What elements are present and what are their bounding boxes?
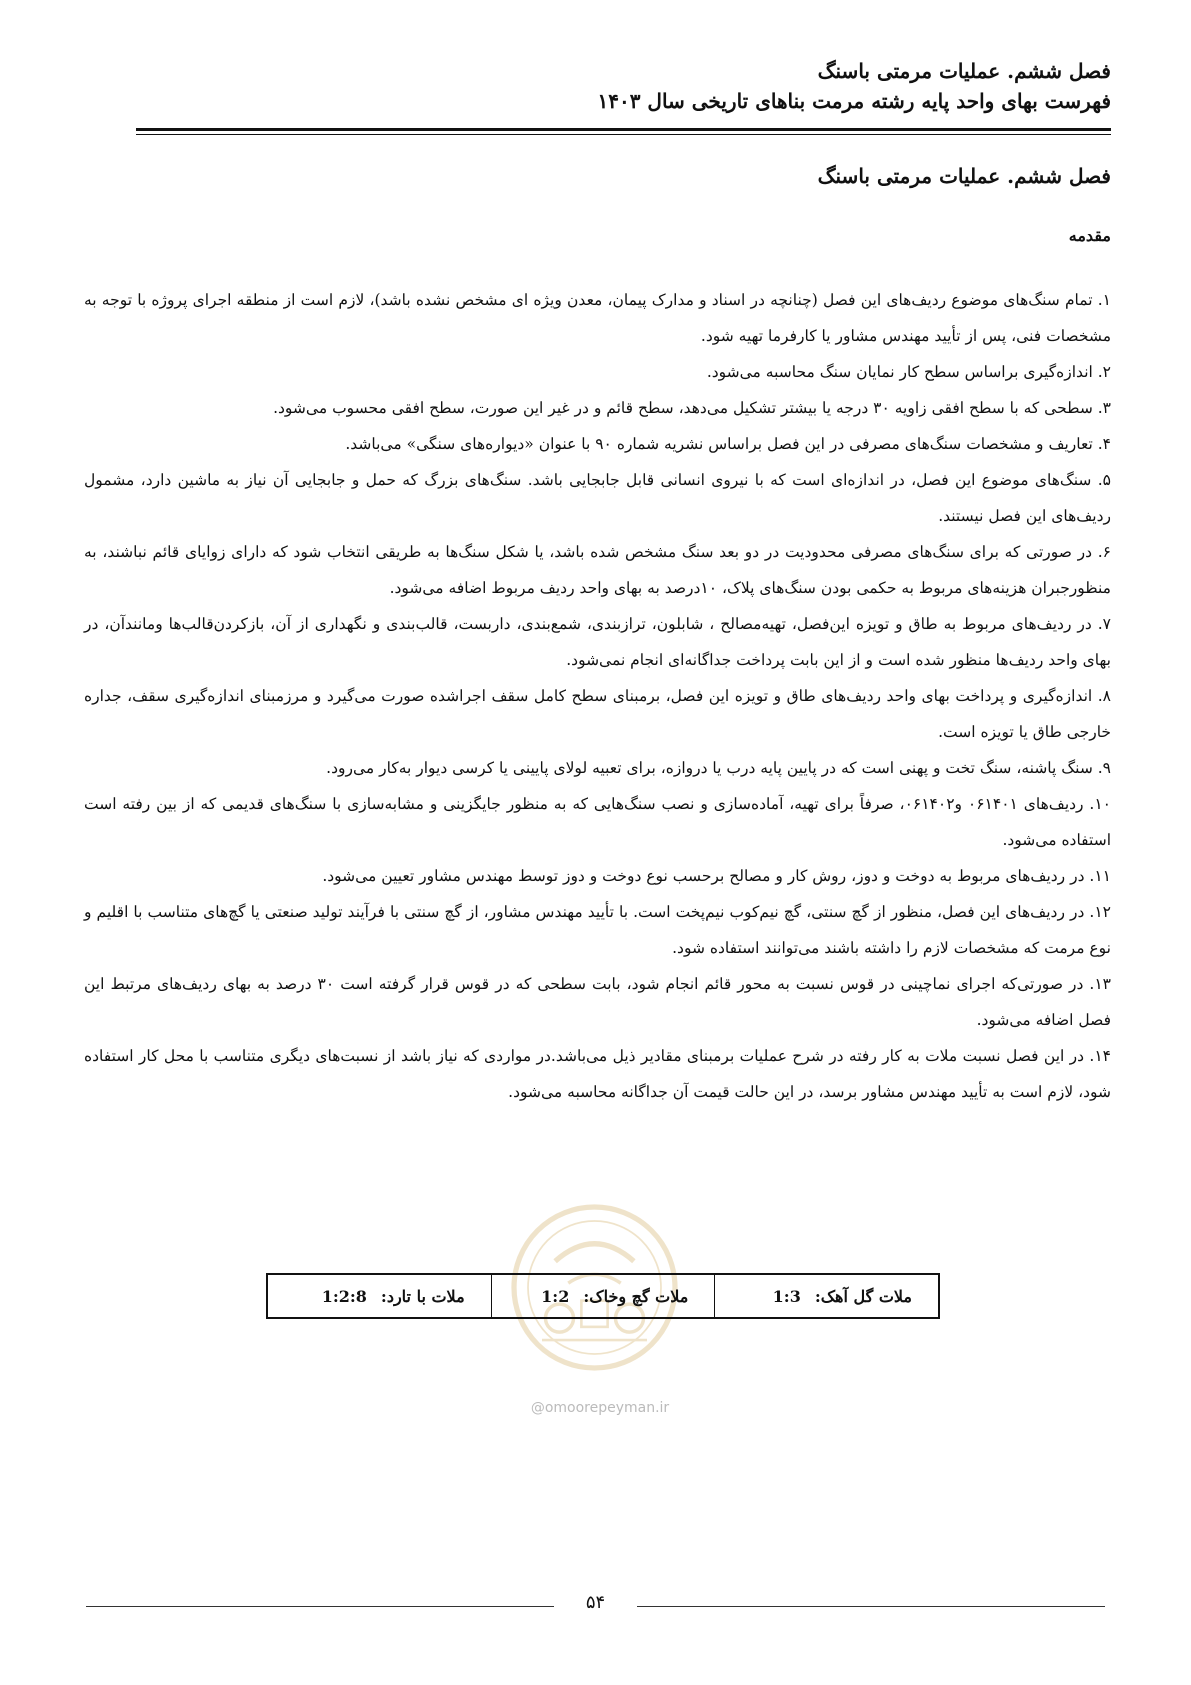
paragraph-12: ۱۲. در ردیف‌های این فصل، منظور از گچ سنتی، گچ نیم‌کوب نیم‌پخت است. با تأیید مهندس مشاور، از گچ سنتی با فرآیند تولید صنعتی یا گچ‌های متناسب با اقلیم و نوع مرمت که مشخصات لازم را داشته باشند می‌توانند استفاده شود. [84, 903, 1111, 957]
header-rule-thin [136, 134, 1111, 135]
header-chapter-line: فصل ششم. عملیات مرمتی باسنگ [817, 59, 1111, 83]
page-number: ۵۴ [585, 1592, 606, 1613]
paragraph-6: ۶. در صورتی که برای سنگ‌های مصرفی محدودیت در دو بعد سنگ مشخص شده باشد، یا شکل سنگ‌ها به طریقی انتخاب شود که دارای زوایای قائم نباشند، به منظورجبران هزینه‌های مربوط به حکمی بودن سنگ‌های پلاک، ۱۰درصد به بهای واحد ردیف مربوط اضافه می‌شود. [84, 543, 1111, 597]
mortar-label: ملات گل آهک: [814, 1286, 912, 1306]
mortar-ratio: 1:3 [772, 1286, 801, 1306]
paragraph-1: ۱. تمام سنگ‌های موضوع ردیف‌های این فصل (چنانچه در اسناد و مدارک پیمان، معدن ویژه ای مشخص نشده باشد)، لازم است از منطقه اجرای پروژه با توجه به مشخصات فنی، پس از تأیید مهندس مشاور یا کارفرما تهیه شود. [84, 291, 1111, 345]
footer-rule-left [86, 1606, 554, 1607]
paragraph-10: ۱۰. ردیف‌های ۰۶۱۴۰۱ و۰۶۱۴۰۲، صرفاً برای تهیه، آماده‌سازی و نصب سنگ‌هایی که به منظور جایگزینی و مشابه‌سازی با سنگ‌های قدیمی که از بین رفته است استفاده می‌شود. [84, 795, 1111, 849]
intro-heading: مقدمه [1068, 226, 1111, 245]
paragraph-8: ۸. اندازه‌گیری و پرداخت بهای واحد ردیف‌های طاق و تویزه این فصل، برمبنای سطح کامل سقف اجراشده صورت می‌گیرد و مرزمبنای اندازه‌گیری سقف، جداره خارجی طاق یا تویزه است. [84, 687, 1111, 741]
paragraph-4: ۴. تعاریف و مشخصات سنگ‌های مصرفی در این فصل براساس نشریه شماره ۹۰ با عنوان «دیواره‌های سنگی» می‌باشد. [345, 435, 1111, 453]
paragraph-9: ۹. سنگ پاشنه، سنگ تخت و پهنی است که در پایین پایه درب یا دروازه، برای تعبیه لولای پایینی یا کرسی دیوار به‌کار می‌رود. [326, 759, 1111, 777]
chapter-title: فصل ششم. عملیات مرمتی باسنگ [817, 164, 1111, 188]
paragraph-11: ۱۱. در ردیف‌های مربوط به دوخت و دوز، روش کار و مصالح برحسب نوع دوخت و دوز توسط مهندس مشاور تعیین می‌شود. [322, 867, 1111, 885]
mortar-cell-tarad [268, 1275, 491, 1317]
running-header [136, 56, 1111, 116]
body-text [84, 282, 1111, 1110]
mortar-cell-gypsum-soil [491, 1275, 715, 1317]
mortar-label: ملات با تارد: [380, 1286, 465, 1306]
paragraph-3: ۳. سطحی که با سطح افقی زاویه ۳۰ درجه یا بیشتر تشکیل می‌دهد، سطح قائم و در غیر این صورت، سطح افقی محسوب می‌شود. [273, 399, 1111, 417]
mortar-ratio: 1:2 [541, 1286, 570, 1306]
header-catalog-line: فهرست بهای واحد پایه رشته مرمت بناهای تاریخی سال ۱۴۰۳ [597, 89, 1111, 113]
mortar-cell-lime-clay [714, 1275, 938, 1317]
mortar-ratio: 1:2:8 [321, 1286, 367, 1306]
paragraph-5: ۵. سنگ‌های موضوع این فصل، در اندازه‌ای است که با نیروی انسانی قابل جابجایی باشد. سنگ‌های بزرگ که حمل و جابجایی آن نیاز به ماشین دارد، مشمول ردیف‌های این فصل نیستند. [84, 471, 1111, 525]
paragraph-13: ۱۳. در صورتی‌که اجرای نماچینی در قوس نسبت به محور قائم انجام شود، بابت سطحی که در قوس قرار گرفته است ۳۰ درصد به بهای ردیف‌های مرتبط این فصل اضافه می‌شود. [84, 975, 1111, 1029]
watermark-url: @omoorepeyman.ir [530, 1400, 670, 1416]
paragraph-7: ۷. در ردیف‌های مربوط به طاق و تویزه این‌فصل، تهیه‌مصالح ، شابلون، ترازبندی، شمع‌بندی، داربست، قالب‌بندی و نگهداری از آن، بازکردن‌قالب‌ها ومانندآن، در بهای واحد ردیف‌ها منظور شده است و از این بابت پرداخت جداگانه‌ای انجام نمی‌شود. [84, 615, 1111, 669]
footer-rule-right [637, 1606, 1105, 1607]
paragraph-2: ۲. اندازه‌گیری براساس سطح کار نمایان سنگ محاسبه می‌شود. [706, 363, 1111, 381]
header-rule-thick [136, 128, 1111, 131]
paragraph-14: ۱۴. در این فصل نسبت ملات به کار رفته در شرح عملیات برمبنای مقادیر ذیل می‌باشد.در مواردی که نیاز باشد از نسبت‌های دیگری متناسب با محل کار استفاده شود، لازم است به تأیید مهندس مشاور برسد، در این حالت قیمت آن جداگانه محاسبه می‌شود. [84, 1047, 1111, 1101]
mortar-label: ملات گچ وخاک: [583, 1286, 689, 1306]
mortar-ratio-table [266, 1273, 940, 1319]
